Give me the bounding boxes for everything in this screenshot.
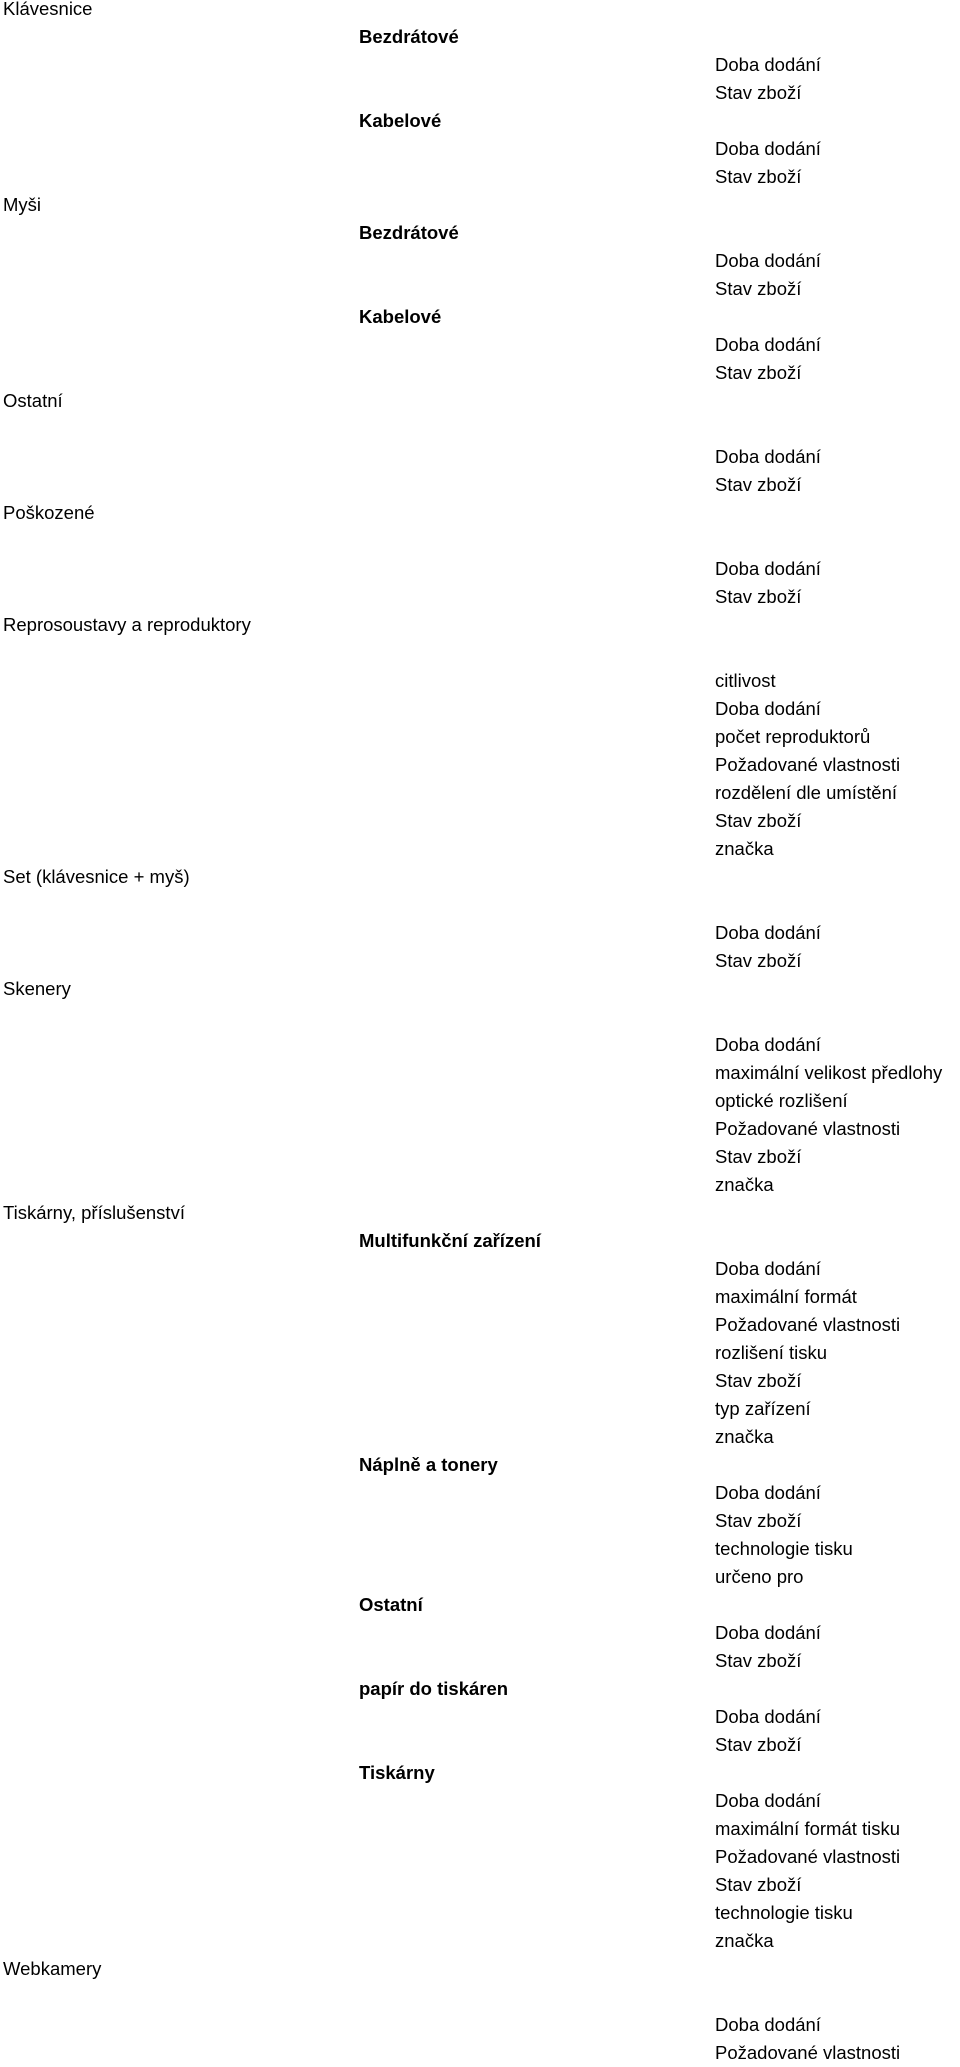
filter-item: Požadované vlastnosti xyxy=(715,1846,901,1867)
filter-group xyxy=(715,51,821,107)
filter-item: počet reproduktorů xyxy=(715,726,871,747)
filter-item: značka xyxy=(715,1174,774,1195)
category-klavesnice: Klávesnice xyxy=(3,0,93,19)
filter-item: Doba dodání xyxy=(715,698,821,719)
filter-item: určeno pro xyxy=(715,1566,804,1587)
filter-item: maximální formát tisku xyxy=(715,1818,901,1839)
filter-item: Doba dodání xyxy=(715,1790,821,1811)
filter-item: Doba dodání xyxy=(715,558,821,579)
filter-item: Stav zboží xyxy=(715,810,802,831)
filter-item: Doba dodání xyxy=(715,922,821,943)
filter-group xyxy=(715,667,900,863)
filter-item: Stav zboží xyxy=(715,1146,802,1167)
subcategory-naplne: Náplně a tonery xyxy=(359,1454,498,1475)
category-set: Set (klávesnice + myš) xyxy=(3,866,190,887)
filter-item: Stav zboží xyxy=(715,1510,802,1531)
filter-item: Požadované vlastnosti xyxy=(715,1314,901,1335)
filter-item: Stav zboží xyxy=(715,586,802,607)
filter-item: Stav zboží xyxy=(715,1650,802,1671)
filter-group xyxy=(715,443,821,499)
filter-item: Doba dodání xyxy=(715,1622,821,1643)
filter-item: Stav zboží xyxy=(715,82,802,103)
filter-item: technologie tisku xyxy=(715,1538,853,1559)
filter-item: Doba dodání xyxy=(715,1482,821,1503)
filter-group xyxy=(715,135,821,191)
category-reprosoustavy: Reprosoustavy a reproduktory xyxy=(3,614,251,635)
filter-item: Stav zboží xyxy=(715,950,802,971)
subcategory-mysi-kabelove: Kabelové xyxy=(359,306,442,327)
subcategory-klavesnice-bezdratove: Bezdrátové xyxy=(359,26,459,47)
filter-item: Stav zboží xyxy=(715,1370,802,1391)
filter-group xyxy=(715,555,821,611)
category-webkamery: Webkamery xyxy=(3,1958,102,1979)
category-skenery: Skenery xyxy=(3,978,71,999)
filter-item: rozdělení dle umístění xyxy=(715,782,898,803)
filter-item: Doba dodání xyxy=(715,2014,821,2035)
subcategory-multifunkcni: Multifunkční zařízení xyxy=(359,1230,541,1251)
filter-item: Stav zboží xyxy=(715,278,802,299)
filter-item: Stav zboží xyxy=(715,166,802,187)
filter-group xyxy=(715,1031,942,1199)
filter-group xyxy=(715,247,821,303)
filter-item: značka xyxy=(715,838,774,859)
filter-item: Doba dodání xyxy=(715,446,821,467)
subcategory-klavesnice-kabelove: Kabelové xyxy=(359,110,442,131)
filter-group xyxy=(715,331,821,387)
filter-group xyxy=(715,1703,821,1759)
filter-item: maximální velikost předlohy xyxy=(715,1062,943,1083)
subcategory-tiskarny: Tiskárny xyxy=(359,1762,435,1783)
filter-item: rozlišení tisku xyxy=(715,1342,828,1363)
filter-group xyxy=(715,1787,900,1955)
filter-item: technologie tisku xyxy=(715,1902,853,1923)
filter-item: typ zařízení xyxy=(715,1398,811,1419)
subcategory-ostatni: Ostatní xyxy=(359,1594,423,1615)
filter-item: Doba dodání xyxy=(715,250,821,271)
filter-item: Doba dodání xyxy=(715,1258,821,1279)
filter-item: značka xyxy=(715,1930,774,1951)
filter-item: Požadované vlastnosti xyxy=(715,754,901,775)
filter-item: maximální formát xyxy=(715,1286,857,1307)
category-poskozene: Poškozené xyxy=(3,502,95,523)
category-tiskarny: Tiskárny, příslušenství xyxy=(3,1202,185,1223)
filter-group xyxy=(715,2011,900,2067)
filter-group xyxy=(715,919,821,975)
filter-item: Požadované vlastnosti xyxy=(715,1118,901,1139)
filter-item: Stav zboží xyxy=(715,474,802,495)
filter-item: Požadované vlastnosti xyxy=(715,2042,901,2063)
subcategory-mysi-bezdratove: Bezdrátové xyxy=(359,222,459,243)
filter-item: Doba dodání xyxy=(715,1706,821,1727)
filter-group xyxy=(715,1619,821,1675)
filter-group xyxy=(715,1479,853,1591)
filter-item: Stav zboží xyxy=(715,362,802,383)
filter-item: Doba dodání xyxy=(715,138,821,159)
filter-item: optické rozlišení xyxy=(715,1090,848,1111)
category-ostatni: Ostatní xyxy=(3,390,63,411)
filter-item: Doba dodání xyxy=(715,334,821,355)
filter-item: značka xyxy=(715,1426,774,1447)
filter-item: Stav zboží xyxy=(715,1734,802,1755)
filter-item: citlivost xyxy=(715,670,776,691)
filter-item: Stav zboží xyxy=(715,1874,802,1895)
filter-group xyxy=(715,1255,900,1451)
category-mysi: Myši xyxy=(3,194,42,215)
filter-item: Doba dodání xyxy=(715,54,821,75)
subcategory-papir: papír do tiskáren xyxy=(359,1678,509,1699)
filter-item: Doba dodání xyxy=(715,1034,821,1055)
